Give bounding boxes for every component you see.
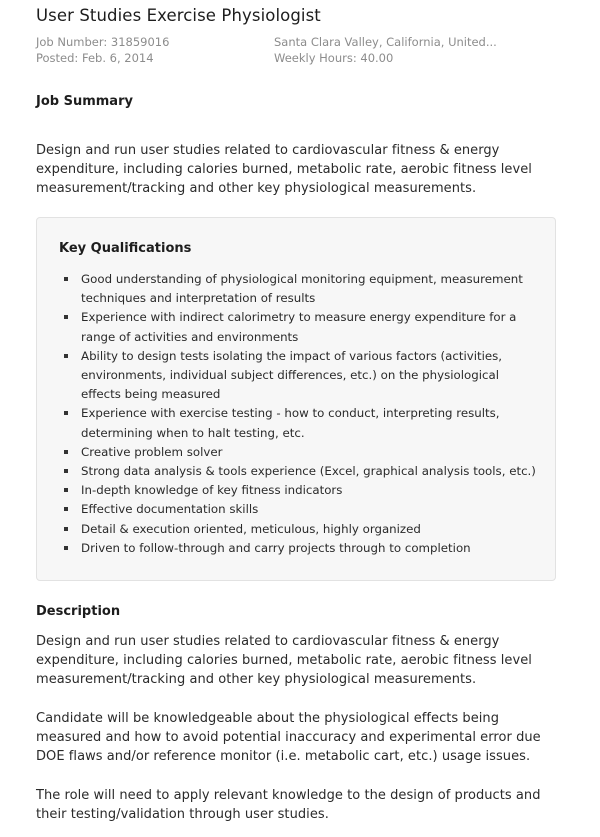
bullet-icon bbox=[64, 450, 68, 454]
key-qualifications-heading: Key Qualifications bbox=[59, 241, 192, 256]
qualification-text: Detail & execution oriented, meticulous, highly organized bbox=[81, 521, 421, 536]
bullet-icon bbox=[64, 354, 68, 358]
description-heading: Description bbox=[36, 604, 121, 619]
job-summary-heading: Job Summary bbox=[36, 94, 133, 109]
bullet-icon bbox=[64, 469, 68, 473]
posted-date: Posted: Feb. 6, 2014 bbox=[36, 51, 154, 65]
job-summary-text: Design and run user studies related to cardiovascular fitness & energy expenditure, including calories burned, metabolic rate, aerobic fitness level measurement/tracking and other key physiological measurements. bbox=[36, 143, 532, 197]
qualification-item bbox=[59, 404, 537, 442]
qualification-item bbox=[59, 462, 537, 481]
bullet-icon bbox=[64, 507, 68, 511]
qualification-item bbox=[59, 481, 537, 500]
qualification-item bbox=[59, 520, 537, 539]
qualification-item bbox=[59, 443, 537, 462]
job-title: User Studies Exercise Physiologist bbox=[36, 6, 321, 25]
key-qualifications-list bbox=[59, 270, 537, 558]
qualification-text: Strong data analysis & tools experience (Excel, graphical analysis tools, etc.) bbox=[81, 464, 536, 479]
bullet-icon bbox=[64, 546, 68, 550]
weekly-hours: Weekly Hours: 40.00 bbox=[274, 51, 394, 65]
qualification-text: Good understanding of physiological monitoring equipment, measurement techniques and interpretation of results bbox=[81, 272, 523, 306]
bullet-icon bbox=[64, 411, 68, 415]
qualification-item bbox=[59, 270, 537, 308]
job-location: Santa Clara Valley, California, United... bbox=[274, 35, 497, 49]
qualification-item bbox=[59, 347, 537, 405]
bullet-icon bbox=[64, 277, 68, 281]
qualification-text: Experience with exercise testing - how to conduct, interpreting results, determining when to halt testing, etc. bbox=[81, 406, 500, 440]
qualification-text: Driven to follow-through and carry projects through to completion bbox=[81, 540, 471, 555]
qualification-item bbox=[59, 308, 537, 346]
description-paragraph: The role will need to apply relevant knowledge to the design of products and their testing/validation through user studies. bbox=[36, 788, 541, 823]
bullet-icon bbox=[64, 488, 68, 492]
bullet-icon bbox=[64, 527, 68, 531]
qualification-text: Experience with indirect calorimetry to measure energy expenditure for a range of activities and environments bbox=[81, 310, 517, 344]
qualification-item bbox=[59, 500, 537, 519]
bullet-icon bbox=[64, 315, 68, 319]
description-paragraph: Design and run user studies related to cardiovascular fitness & energy expenditure, including calories burned, metabolic rate, aerobic fitness level measurement/tracking and other key physiological measurements. bbox=[36, 634, 532, 688]
qualification-text: Effective documentation skills bbox=[81, 502, 259, 517]
key-qualifications-panel bbox=[36, 217, 556, 581]
qualification-text: Ability to design tests isolating the impact of various factors (activities, environments, individual subject differences, etc.) on the physiological effects being measured bbox=[81, 348, 503, 402]
job-number: Job Number: 31859016 bbox=[36, 35, 170, 49]
description-paragraph: Candidate will be knowledgeable about the physiological effects being measured and how to avoid potential inaccuracy and experimental error due DOE flaws and/or reference monitor (i.e. metabolic cart, etc.) usage issues. bbox=[36, 711, 541, 765]
qualification-item bbox=[59, 539, 537, 558]
qualification-text: Creative problem solver bbox=[81, 444, 223, 459]
qualification-text: In-depth knowledge of key fitness indicators bbox=[81, 483, 343, 498]
